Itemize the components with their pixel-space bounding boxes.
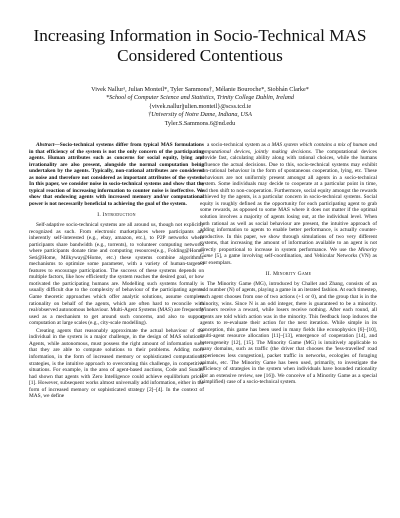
author-names: Vivek Nallur¹, Julian Monteil*, Tyler Sammons†, Mélanie Bouroche*, Siobhán Clarke* [91, 86, 309, 93]
text-run: [5], a game involving self-coordination, and Vehicular Networks (VN) as our exemplars. [200, 253, 377, 266]
abstract-body: Socio-technical systems differ from typical MAS formulations in that efficiency of the system is not the only concern of the participating agents. Human attributes such as concerns for social equity, lying and irrationality are also present, alongside the normal computation being undertaken by the agents. Typically, non-rational attributes are considered as noise and therefore not considered as important attributes of the system. In this paper, we consider noise in socio-technical systems and show that the typical reaction of increasing information to counter noise is ineffective. We show that endowing agents with increased memory and/or computational power is not necessarily beneficial to achieving the goal of the system. [29, 142, 204, 207]
intro-paragraph-2: Creating agents that reasonably approximate the actual behaviour of the individual in the system is a major challenge, in the design of MAS solutions. Agents, while autonomous, must possess the right amount of information such that they are able to compute solutions to their problems. Adding more information, in the form of increased memory or sophisticated computational strategies, is the intuitive approach to overcoming this challenge, in competitive situations. For example, in the area of agent-based auctions, Code and Sunder had shown that agents with Zero Intelligence could achieve equilibrium prices [1]. However, subsequent works almost universally add information, either in the form of increased memory or sophisticated strategy [2]–[4]. In the context of MAS, we define [29, 327, 204, 400]
paper-title [20, 26, 380, 66]
abstract [29, 142, 204, 207]
title-line-1: Increasing Information in Socio-Technical MAS [33, 26, 367, 45]
text-run: . The computational devices provide fast, calculating ability along with rational choices, while the humans influence the actual decisions. Due to this, socio-technical systems may exhibit non-rational behaviour in the form of spontaneous cooperation, lying, etc. These behaviours are not uniformly present amongst all agents in a socio-technical system. Some individuals may decide to cooperate at a particular point in time, and then shift to non-cooperation. Furthermore, social equity amongst the rewards achieved by the agents, is a particular concern in socio-technical systems. Social equity is roughly defined as the opportunity for each participating agent to grab some rewards, as opposed to some MAS where it does not matter if the optimal solution involves a majority of agents losing out, at the individual level. When both rational as well as social behaviour are present, the intuitive approach of adding information to agents to enable better performance, is actually counter-productive. In this paper, we show through simulations of two very different systems, that increasing the amount of information available to an agent is not directly proportional to increase in system performance. We use the [200, 148, 377, 253]
section-heading-minority-game: II. Minority Game [265, 271, 312, 278]
minority-game-emphasis: Minority Game [200, 246, 377, 260]
definition-emphasis: a MAS system which contains a mix of human and computational devices, jointly making decisions [200, 142, 378, 155]
author-block [20, 86, 380, 128]
intro-paragraph-3 [200, 142, 377, 266]
left-column [29, 142, 204, 400]
right-column [200, 142, 377, 386]
email-1: {vivek.nallur|julien.monteil}@scss.tcd.ie [148, 102, 252, 110]
minority-game-paragraph: The Minority Game (MG), introduced by Challet and Zhang, consists of an odd number (N) of agents, playing a game in an iterated fashion. At each timestep, each agent chooses from one of two actions (+1 or 0), and the group that is in the minority, wins. Since N is an odd integer, there is guaranteed to be a minority. Winners receive a reward, while losers receive nothing. After each round, all agents are told which action was in the minority. This feedback loop induces the agents to re-evaluate their action for the next iteration. While simple in its conception, this game has been used in many fields like econophysics [6]–[10], multi-agent resource allocation [11]–[13], emergence of cooperation [14], and heterogeneity [12], [15]. The Minority Game (MG) is intuitively applicable to many domains, such as traffic (the driver that chooses the 'less-travelled' road experiences less congestion), packet traffic in networks, ecologies of foraging animals, etc. The Minority Game has been used, primarily, to investigate the efficiency of strategies in the system when individuals have bounded rationality (for an extensive review, see [16]). We conceive of a Minority Game as a special (simplified) case of a socio-technical system. [200, 280, 377, 386]
section-heading-introduction: I. Introduction [97, 212, 136, 219]
intro-paragraph-1: Self-adaptive socio-technical systems are all around us, though not explicitly recognized as such. From electronic marketplaces where participants are inherently self-interested (e.g., ebay, amazon, etc.), to P2P networks where participants share bandwidth (e.g., torrents), to volunteer computing networks where participants donate time and computing resources(e.g., Folding@Home, Seti@Home, Milkyway@Home, etc.) these systems combine algorithmic mechanisms to optimize some parameter, with a variety of human-targeted features to encourage participation. The success of these systems depends on multiple factors, like how efficiently the system reaches the desired goal, or how motivated the participating humans are. Modelling such systems formally is usually difficult due to the complexity of behaviour of the participating agents. Game theoretic approaches which offer analytic solutions, assume complete rationality on behalf of the agents, which are often hard to reconcile with real/observed autonomous behaviour. Multi-Agent Systems (MAS) are frequently used as a mechanism to get around such concerns, and also to support computation at large scales (e.g., city-scale modelling). [29, 222, 204, 327]
affiliation-1: *School of Computer Science and Statistics, Trinity College Dublin, Ireland [106, 94, 294, 102]
affiliation-2: †University of Notre Dame, Indiana, USA [148, 111, 252, 119]
abstract-lead: Abstract— [36, 142, 60, 148]
title-line-2: Considered Contentious [117, 46, 283, 65]
email-2: Tyler.S.Sammons.6@nd.edu [164, 119, 236, 127]
text-run: a socio-technical system as [207, 142, 268, 148]
